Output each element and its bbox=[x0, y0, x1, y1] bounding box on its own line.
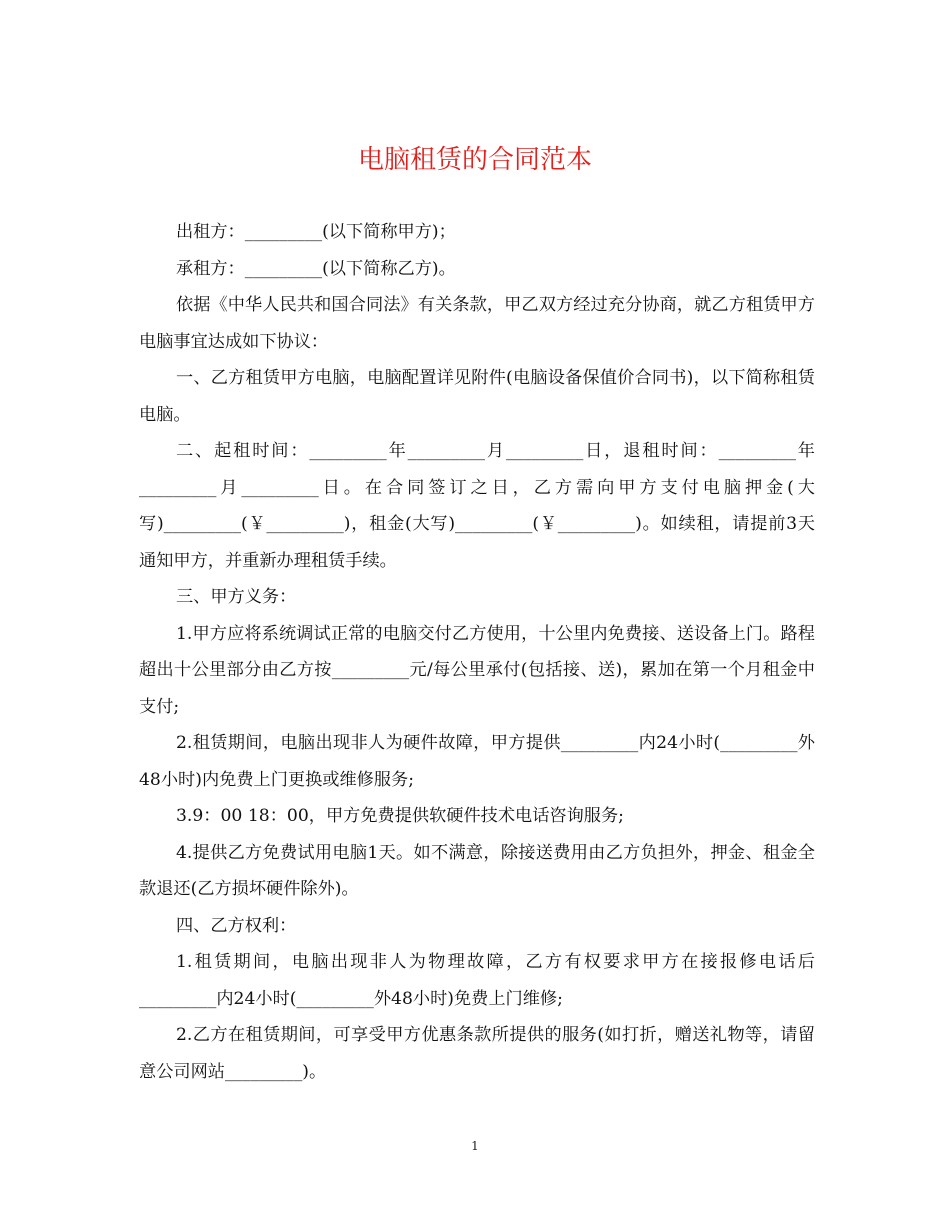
paragraph-obligation-3: 3.9：00 18：00，甲方免费提供软硬件技术电话咨询服务; bbox=[175, 806, 624, 826]
paragraph-obligation-4: 4.提供乙方免费试用电脑1天。如不满意，除接送费用由乙方负担外，押金、租金全款退还(乙方损坏硬件除外)。 bbox=[139, 842, 815, 899]
document-body bbox=[139, 214, 815, 1090]
section-heading-lessor-obligations: 三、甲方义务： bbox=[175, 587, 297, 607]
paragraph-lessor: 出租方：_________(以下简称甲方)； bbox=[175, 222, 456, 242]
paragraph-clause-1: 一、乙方租赁甲方电脑，电脑配置详见附件(电脑设备保值价合同书)，以下简称租赁电脑。 bbox=[139, 368, 815, 425]
paragraph-clause-2: 二、起租时间：_________年_________月_________日，退租时间：_________年_________月_________日。在合同签订之日，乙方需向甲方支付电脑押金(大写)_________(￥_________)，租金(大写)_________(￥_________)。如续租，请提前3天通知甲方，并重新办理租赁手续。 bbox=[139, 441, 815, 571]
paragraph-right-2: 2.乙方在租赁期间，可享受甲方优惠条款所提供的服务(如打折，赠送礼物等，请留意公司网站_________)。 bbox=[139, 1025, 815, 1082]
document-title: 电脑租赁的合同范本 bbox=[357, 145, 592, 175]
paragraph-preamble: 依据《中华人民共和国合同法》有关条款，甲乙双方经过充分协商，就乙方租赁甲方电脑事宜达成如下协议： bbox=[139, 295, 815, 352]
paragraph-obligation-2: 2.租赁期间，电脑出现非人为硬件故障，甲方提供_________内24小时(_________外48小时)内免费上门更换或维修服务; bbox=[139, 733, 815, 790]
paragraph-lessee: 承租方：_________(以下简称乙方)。 bbox=[175, 258, 456, 279]
section-heading-lessee-rights: 四、乙方权利： bbox=[175, 915, 297, 936]
paragraph-right-1: 1.租赁期间，电脑出现非人为物理故障，乙方有权要求甲方在接报修电话后_________内24小时(_________外48小时)免费上门维修; bbox=[139, 952, 815, 1009]
page-number: 1 bbox=[471, 1139, 479, 1153]
paragraph-obligation-1: 1.甲方应将系统调试正常的电脑交付乙方使用，十公里内免费接、送设备上门。路程超出十公里部分由乙方按_________元/每公里承付(包括接、送)，累加在第一个月租金中支付; bbox=[139, 623, 815, 717]
